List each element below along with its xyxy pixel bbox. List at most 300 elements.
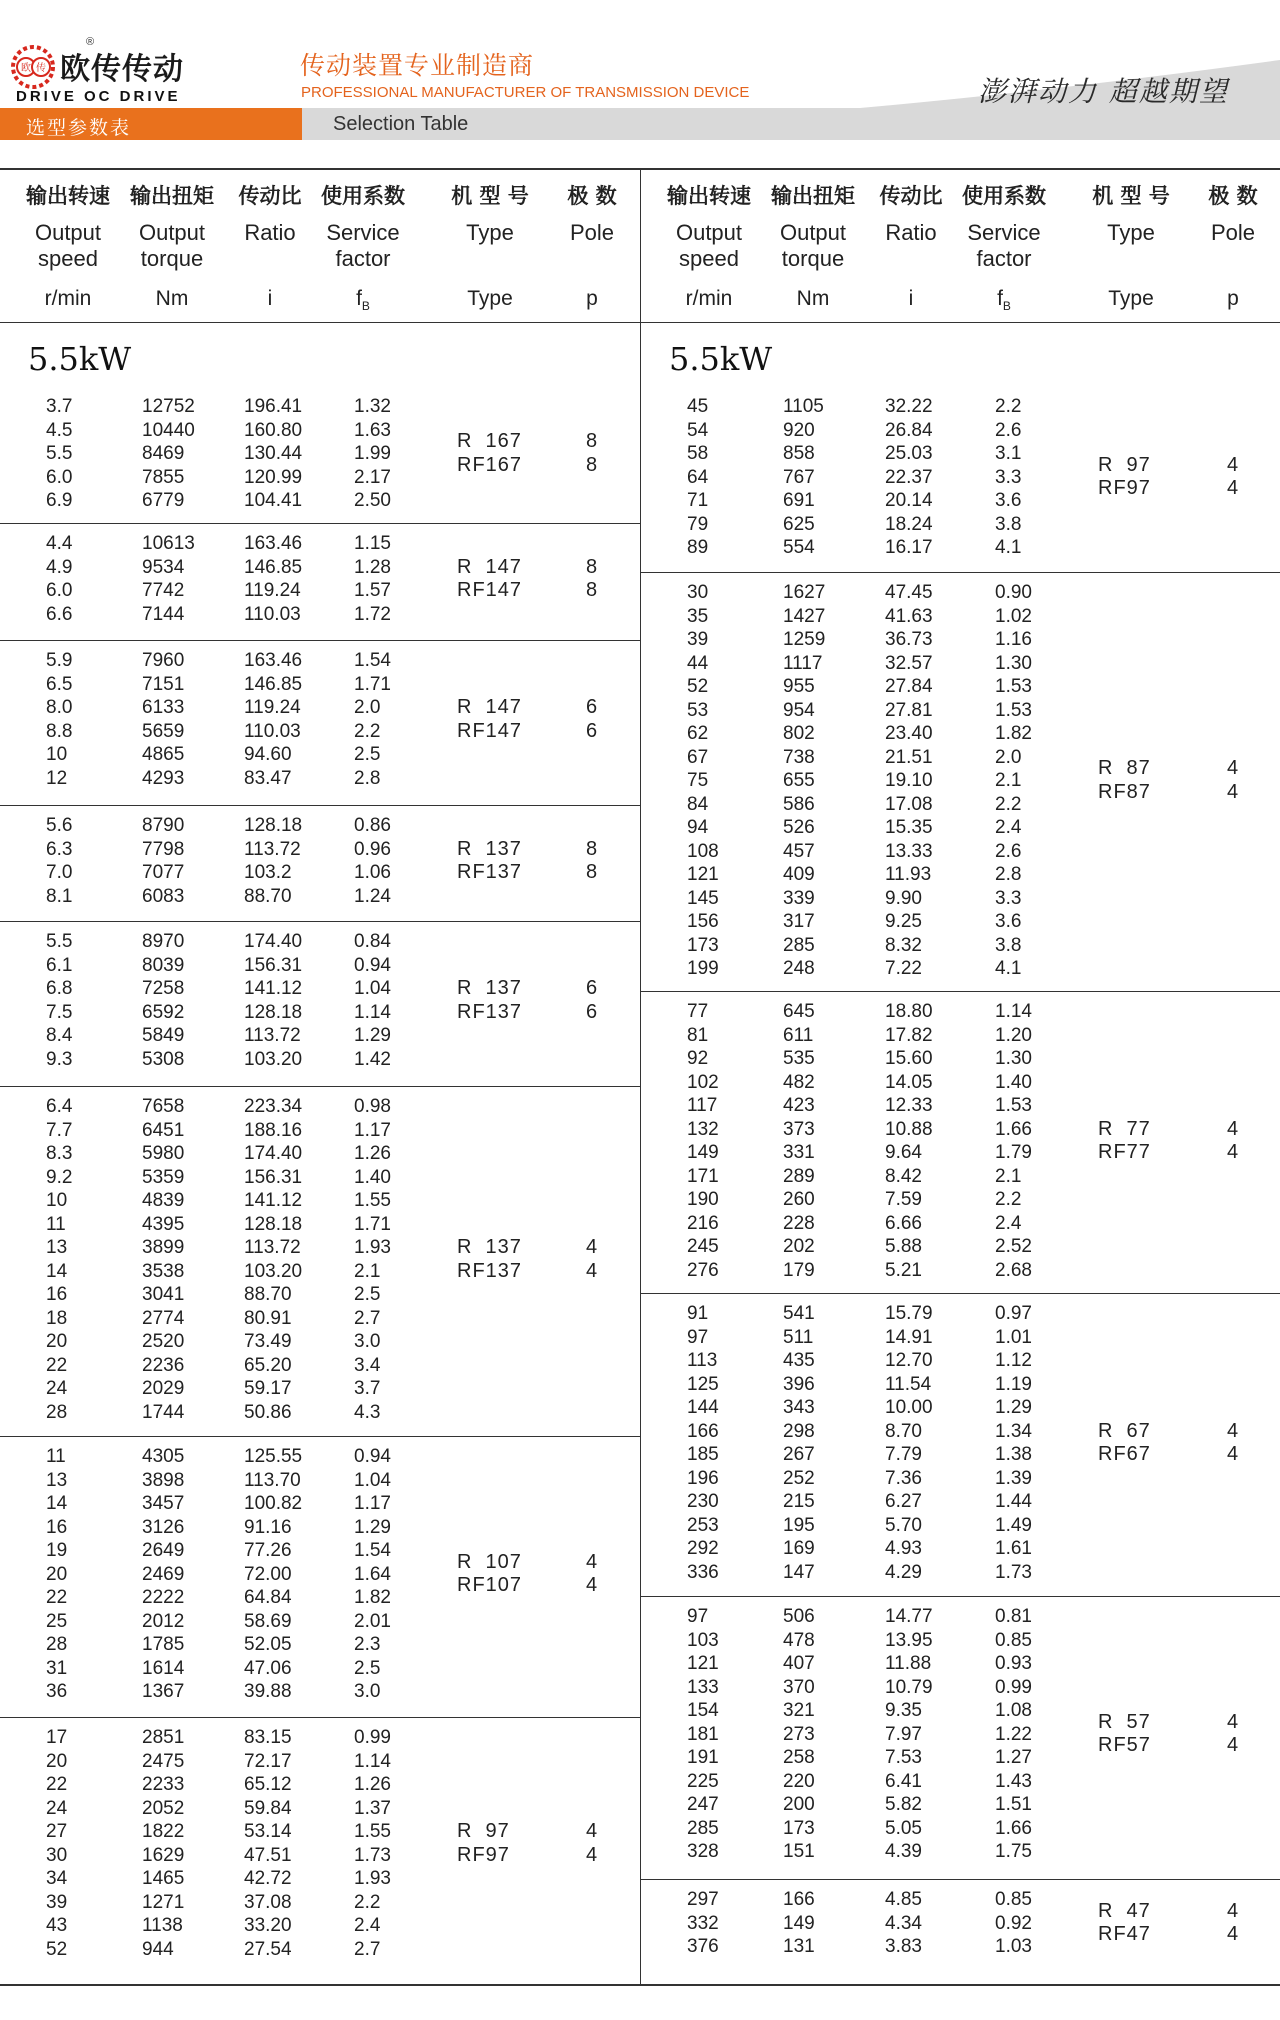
- torque-cell: 482: [783, 1071, 815, 1093]
- factor-cell: 1.99: [354, 443, 391, 464]
- table-row: [641, 1514, 1280, 1538]
- model-group: [0, 1087, 640, 1437]
- ratio-cell: 146.85: [244, 673, 303, 695]
- table-row: [0, 532, 640, 556]
- factor-cell: 1.82: [995, 723, 1032, 744]
- factor-cell: 1.55: [354, 1190, 391, 1211]
- torque-cell: 1105: [783, 396, 824, 417]
- table-row: [641, 1817, 1280, 1841]
- torque-cell: 147: [783, 1561, 815, 1583]
- ratio-cell: 17.08: [885, 793, 933, 815]
- pole-count: 4 4: [586, 1236, 598, 1282]
- ratio-cell: 27.81: [885, 699, 933, 721]
- torque-cell: 2475: [142, 1750, 185, 1772]
- speed-cell: 44: [687, 652, 709, 674]
- torque-cell: 767: [783, 466, 815, 488]
- factor-cell: 0.97: [995, 1303, 1032, 1324]
- slogan-en: PROFESSIONAL MANUFACTURER OF TRANSMISSION DEVICE: [301, 84, 750, 101]
- factor-cell: 2.5: [354, 1657, 381, 1679]
- torque-cell: 9534: [142, 556, 185, 578]
- factor-cell: 1.40: [995, 1071, 1032, 1093]
- table-row: [641, 1373, 1280, 1397]
- torque-cell: 526: [783, 817, 815, 838]
- model-group: [641, 573, 1280, 992]
- torque-cell: 173: [783, 1817, 815, 1839]
- torque-cell: 3898: [142, 1469, 185, 1491]
- speed-cell: 6.0: [46, 466, 73, 488]
- table-row: [0, 395, 640, 419]
- speed-cell: 58: [687, 443, 709, 464]
- table-row: [641, 1699, 1280, 1723]
- table-row: [0, 1236, 640, 1260]
- header-cn-3: 使用系数: [321, 184, 405, 208]
- factor-cell: 1.22: [995, 1723, 1032, 1745]
- factor-cell: 1.75: [995, 1841, 1032, 1862]
- pole-count: 6 6: [586, 696, 598, 742]
- factor-cell: 2.3: [354, 1634, 381, 1655]
- table-row: [0, 720, 640, 744]
- torque-cell: 407: [783, 1653, 815, 1674]
- speed-cell: 62: [687, 723, 709, 744]
- speed-cell: 173: [687, 934, 719, 956]
- torque-cell: 321: [783, 1700, 815, 1721]
- table-row: [641, 1888, 1280, 1912]
- ratio-cell: 42.72: [244, 1868, 292, 1889]
- speed-cell: 39: [46, 1891, 68, 1913]
- table-column-left: [0, 170, 640, 1984]
- factor-cell: 1.02: [995, 605, 1032, 627]
- table-row: [0, 1307, 640, 1331]
- ratio-cell: 88.70: [244, 1284, 292, 1305]
- table-row: [0, 1142, 640, 1166]
- factor-cell: 1.73: [354, 1844, 391, 1866]
- pole-count: 8 8: [586, 837, 598, 883]
- factor-cell: 3.3: [995, 466, 1022, 488]
- table-row: [0, 885, 640, 909]
- factor-cell: 0.92: [995, 1912, 1032, 1934]
- ratio-cell: 4.93: [885, 1538, 922, 1559]
- ratio-cell: 19.10: [885, 770, 933, 791]
- brand-name-en: DRIVE OC DRIVE: [16, 88, 181, 105]
- torque-cell: 541: [783, 1303, 815, 1324]
- torque-cell: 370: [783, 1676, 815, 1698]
- torque-cell: 131: [783, 1936, 815, 1957]
- speed-cell: 117: [687, 1095, 718, 1116]
- table-row: [641, 746, 1280, 770]
- speed-cell: 144: [687, 1397, 719, 1418]
- speed-cell: 6.1: [46, 954, 73, 976]
- table-header: [641, 170, 1280, 323]
- factor-cell: 1.26: [354, 1143, 391, 1164]
- torque-cell: 248: [783, 958, 815, 979]
- table-row: [641, 1302, 1280, 1326]
- ratio-cell: 32.57: [885, 652, 933, 674]
- torque-cell: 1117: [783, 652, 823, 674]
- ratio-cell: 156.31: [244, 954, 303, 976]
- table-row: [0, 1563, 640, 1587]
- ratio-cell: 4.29: [885, 1561, 922, 1583]
- torque-cell: 331: [783, 1142, 815, 1163]
- torque-cell: 1271: [142, 1891, 185, 1913]
- speed-cell: 253: [687, 1514, 719, 1536]
- ratio-cell: 8.32: [885, 934, 922, 956]
- model-type: R 137 RF137: [457, 977, 523, 1023]
- torque-cell: 202: [783, 1236, 815, 1257]
- table-row: [641, 769, 1280, 793]
- speed-cell: 196: [687, 1467, 719, 1489]
- table-row: [641, 1490, 1280, 1514]
- table-row: [641, 1652, 1280, 1676]
- ratio-cell: 110.03: [244, 603, 301, 625]
- pole-count: 6 6: [586, 977, 598, 1023]
- factor-cell: 1.17: [354, 1493, 391, 1514]
- ratio-cell: 113.70: [244, 1469, 301, 1491]
- pole-count: 4 4: [1227, 1419, 1239, 1465]
- factor-cell: 1.14: [995, 1001, 1032, 1022]
- factor-cell: 2.2: [354, 1891, 381, 1913]
- torque-cell: 1627: [783, 582, 826, 603]
- speed-cell: 297: [687, 1889, 719, 1910]
- speed-cell: 30: [687, 582, 709, 603]
- speed-cell: 6.3: [46, 838, 73, 860]
- torque-cell: 478: [783, 1629, 815, 1651]
- header-cn-2: 传动比: [238, 184, 302, 208]
- table-row: [641, 1935, 1280, 1959]
- header-units-3: [303, 287, 423, 313]
- ratio-cell: 22.37: [885, 466, 933, 488]
- ratio-cell: 7.53: [885, 1747, 922, 1768]
- table-row: [0, 1095, 640, 1119]
- ratio-cell: 103.20: [244, 1048, 303, 1070]
- table-row: [0, 814, 640, 838]
- fb-sub: B: [361, 299, 370, 314]
- header-en-2: Ratio: [885, 220, 937, 245]
- torque-cell: 10440: [142, 419, 195, 441]
- power-rating: 5.5kW: [28, 340, 132, 378]
- ratio-cell: 5.88: [885, 1236, 922, 1257]
- header-cn-4: 机 型 号: [451, 184, 529, 208]
- model-type: R 77 RF77: [1098, 1117, 1151, 1163]
- factor-cell: 1.34: [995, 1420, 1032, 1442]
- ratio-cell: 9.64: [885, 1142, 922, 1163]
- ratio-cell: 104.41: [244, 490, 303, 511]
- factor-cell: 1.66: [995, 1118, 1032, 1140]
- speed-cell: 156: [687, 911, 719, 932]
- ratio-cell: 73.49: [244, 1331, 292, 1352]
- torque-cell: 1367: [142, 1681, 185, 1702]
- speed-cell: 8.0: [46, 697, 73, 718]
- table-row: [641, 628, 1280, 652]
- factor-cell: 1.14: [354, 1750, 391, 1772]
- header-units-4: Type: [1108, 287, 1154, 310]
- torque-cell: 2520: [142, 1331, 185, 1352]
- torque-cell: 260: [783, 1189, 815, 1210]
- header-cn-5: 极 数: [1208, 184, 1258, 208]
- speed-cell: 6.9: [46, 490, 73, 511]
- speed-cell: 14: [46, 1493, 68, 1514]
- speed-cell: 145: [687, 887, 719, 909]
- torque-cell: 738: [783, 746, 815, 768]
- table-row: [641, 1467, 1280, 1491]
- ratio-cell: 3.83: [885, 1936, 922, 1957]
- speed-cell: 5.9: [46, 650, 73, 671]
- ratio-cell: 50.86: [244, 1401, 292, 1423]
- header-cn-3: 使用系数: [962, 184, 1046, 208]
- speed-cell: 247: [687, 1794, 719, 1815]
- speed-cell: 8.4: [46, 1025, 73, 1046]
- speed-cell: 17: [46, 1727, 68, 1748]
- table-row: [0, 1891, 640, 1915]
- factor-cell: 1.32: [354, 396, 391, 417]
- factor-cell: 2.8: [995, 864, 1022, 885]
- torque-cell: 506: [783, 1606, 815, 1627]
- table-row: [641, 1770, 1280, 1794]
- speed-cell: 16: [46, 1516, 68, 1538]
- factor-cell: 3.6: [995, 911, 1022, 932]
- speed-cell: 18: [46, 1307, 68, 1329]
- table-row: [641, 1605, 1280, 1629]
- speed-cell: 43: [46, 1915, 68, 1936]
- ratio-cell: 88.70: [244, 885, 292, 907]
- ratio-cell: 59.17: [244, 1378, 292, 1399]
- header-units-0: r/min: [685, 287, 733, 310]
- table-row: [641, 581, 1280, 605]
- torque-cell: 3041: [142, 1284, 185, 1305]
- header-units-2: i: [267, 287, 273, 310]
- factor-cell: 2.4: [354, 1915, 381, 1936]
- torque-cell: 5849: [142, 1025, 185, 1046]
- speed-cell: 12: [46, 767, 68, 789]
- table-row: [641, 1235, 1280, 1259]
- ratio-cell: 141.12: [244, 978, 303, 999]
- factor-cell: 1.64: [354, 1563, 391, 1585]
- table-row: [641, 1094, 1280, 1118]
- ratio-cell: 4.39: [885, 1841, 922, 1862]
- header-cn-5: 极 数: [567, 184, 617, 208]
- factor-cell: 1.72: [354, 603, 391, 625]
- ratio-cell: 27.84: [885, 676, 933, 697]
- fb-sub: B: [1002, 299, 1011, 314]
- table-row: [641, 466, 1280, 490]
- ratio-cell: 64.84: [244, 1587, 292, 1608]
- speed-cell: 36: [46, 1681, 68, 1702]
- header-cn-0: 输出转速: [26, 184, 110, 208]
- table-row: [0, 1260, 640, 1284]
- speed-cell: 6.0: [46, 580, 73, 601]
- torque-cell: 166: [783, 1889, 815, 1910]
- table-row: [641, 1188, 1280, 1212]
- ratio-cell: 125.55: [244, 1446, 303, 1467]
- torque-cell: 655: [783, 770, 815, 791]
- ratio-cell: 47.06: [244, 1657, 292, 1679]
- pole-count: 8 8: [586, 430, 598, 476]
- speed-cell: 103: [687, 1629, 719, 1651]
- factor-cell: 1.42: [354, 1048, 391, 1070]
- table-row: [0, 1001, 640, 1025]
- table-row: [0, 649, 640, 673]
- ratio-cell: 141.12: [244, 1190, 303, 1211]
- torque-cell: 5659: [142, 720, 185, 742]
- factor-cell: 1.08: [995, 1700, 1032, 1721]
- speed-cell: 64: [687, 466, 709, 488]
- factor-cell: 1.53: [995, 1095, 1032, 1116]
- torque-cell: 7798: [142, 838, 185, 860]
- header-en-4: Type: [466, 220, 514, 245]
- header-units-5: p: [1227, 287, 1239, 310]
- speed-cell: 216: [687, 1212, 719, 1234]
- torque-cell: 7144: [142, 603, 185, 625]
- torque-cell: 7258: [142, 978, 185, 999]
- header-en-3: Service factor: [326, 220, 400, 271]
- torque-cell: 511: [783, 1326, 814, 1348]
- ratio-cell: 223.34: [244, 1096, 303, 1117]
- torque-cell: 267: [783, 1444, 815, 1465]
- speed-cell: 75: [687, 770, 709, 791]
- power-rating: 5.5kW: [669, 340, 773, 378]
- speed-cell: 35: [687, 605, 709, 627]
- torque-cell: 3126: [142, 1516, 185, 1538]
- torque-cell: 2236: [142, 1354, 185, 1376]
- table-row: [641, 1118, 1280, 1142]
- torque-cell: 1629: [142, 1844, 185, 1866]
- table-row: [641, 1629, 1280, 1653]
- speed-cell: 22: [46, 1587, 68, 1608]
- torque-cell: 252: [783, 1467, 815, 1489]
- model-type: R 107 RF107: [457, 1550, 523, 1597]
- ratio-cell: 91.16: [244, 1516, 292, 1538]
- speed-cell: 6.5: [46, 673, 73, 695]
- torque-cell: 1744: [142, 1401, 185, 1423]
- factor-cell: 1.29: [354, 1516, 391, 1538]
- factor-cell: 1.66: [995, 1817, 1032, 1839]
- factor-cell: 1.82: [354, 1587, 391, 1608]
- factor-cell: 1.37: [354, 1797, 391, 1819]
- table-row: [0, 466, 640, 490]
- speed-cell: 97: [687, 1606, 709, 1627]
- table-row: [0, 489, 640, 513]
- speed-cell: 20: [46, 1563, 68, 1585]
- table-row: [0, 1189, 640, 1213]
- factor-cell: 1.27: [995, 1747, 1032, 1768]
- table-row: [641, 1259, 1280, 1283]
- table-row: [641, 957, 1280, 981]
- torque-cell: 7855: [142, 466, 185, 488]
- factor-cell: 0.85: [995, 1629, 1032, 1651]
- factor-cell: 1.24: [354, 885, 391, 907]
- ratio-cell: 163.46: [244, 533, 303, 554]
- table-row: [0, 1516, 640, 1540]
- torque-cell: 195: [783, 1514, 815, 1536]
- ratio-cell: 13.95: [885, 1629, 933, 1651]
- logo-char-1: 欧: [21, 63, 31, 74]
- torque-cell: 339: [783, 887, 815, 909]
- company-motto: 澎湃动力 超越期望: [978, 75, 1229, 108]
- torque-cell: 2649: [142, 1540, 185, 1561]
- speed-cell: 328: [687, 1841, 719, 1862]
- table-row: [0, 743, 640, 767]
- ratio-cell: 65.12: [244, 1774, 292, 1795]
- torque-cell: 2851: [142, 1727, 185, 1748]
- table-row: [0, 1024, 640, 1048]
- speed-cell: 125: [687, 1373, 719, 1395]
- table-row: [641, 1723, 1280, 1747]
- table-row: [0, 767, 640, 791]
- model-type: R 147 RF147: [457, 555, 523, 601]
- factor-cell: 2.2: [995, 1189, 1022, 1210]
- speed-cell: 292: [687, 1538, 719, 1559]
- factor-cell: 0.90: [995, 582, 1032, 603]
- speed-cell: 34: [46, 1868, 68, 1889]
- speed-cell: 22: [46, 1354, 68, 1376]
- torque-cell: 2469: [142, 1563, 185, 1585]
- speed-cell: 199: [687, 958, 719, 979]
- factor-cell: 0.99: [354, 1727, 391, 1748]
- slogan-cn: 传动装置专业制造商: [300, 51, 535, 80]
- pole-count: 4 4: [1227, 1117, 1239, 1163]
- factor-cell: 1.16: [995, 629, 1032, 650]
- table-row: [641, 605, 1280, 629]
- table-row: [641, 1561, 1280, 1585]
- speed-cell: 8.3: [46, 1143, 73, 1164]
- torque-cell: 8970: [142, 931, 185, 952]
- speed-cell: 13: [46, 1237, 68, 1258]
- table-row: [0, 1914, 640, 1938]
- model-type: R 67 RF67: [1098, 1419, 1151, 1465]
- ratio-cell: 41.63: [885, 605, 933, 627]
- speed-cell: 94: [687, 817, 709, 838]
- torque-cell: 298: [783, 1420, 815, 1442]
- factor-cell: 2.0: [995, 746, 1022, 768]
- ratio-cell: 72.17: [244, 1750, 292, 1772]
- factor-cell: 2.2: [995, 396, 1022, 417]
- header-en-0: Output speed: [675, 220, 743, 271]
- factor-cell: 1.26: [354, 1774, 391, 1795]
- model-type: R 97 RF97: [457, 1820, 510, 1866]
- factor-cell: 1.04: [354, 978, 391, 999]
- ratio-cell: 10.00: [885, 1397, 933, 1418]
- model-group: [0, 1437, 640, 1718]
- factor-cell: 1.73: [995, 1561, 1032, 1583]
- ratio-cell: 15.60: [885, 1048, 933, 1069]
- table-row: [641, 1165, 1280, 1189]
- torque-cell: 273: [783, 1723, 815, 1745]
- table-row: [0, 1354, 640, 1378]
- torque-cell: 409: [783, 864, 815, 885]
- model-type: R 57 RF57: [1098, 1710, 1151, 1757]
- ratio-cell: 128.18: [244, 1001, 303, 1023]
- factor-cell: 2.50: [354, 490, 391, 511]
- table-row: [641, 793, 1280, 817]
- ratio-cell: 6.66: [885, 1212, 922, 1234]
- factor-cell: 1.39: [995, 1467, 1032, 1489]
- table-row: [641, 1141, 1280, 1165]
- table-row: [0, 1213, 640, 1237]
- speed-cell: 181: [687, 1723, 719, 1745]
- model-type: R 47 RF47: [1098, 1899, 1151, 1946]
- factor-cell: 1.29: [995, 1397, 1032, 1418]
- table-row: [641, 1537, 1280, 1561]
- pole-count: 4 4: [1227, 1899, 1239, 1946]
- section-title-en: Selection Table: [333, 113, 469, 135]
- factor-cell: 1.15: [354, 533, 391, 554]
- torque-cell: 220: [783, 1770, 815, 1792]
- factor-cell: 3.0: [354, 1681, 381, 1702]
- torque-cell: 8039: [142, 954, 185, 976]
- torque-cell: 4395: [142, 1213, 185, 1235]
- factor-cell: 1.14: [354, 1001, 391, 1023]
- torque-cell: 258: [783, 1747, 815, 1768]
- torque-cell: 8469: [142, 443, 185, 464]
